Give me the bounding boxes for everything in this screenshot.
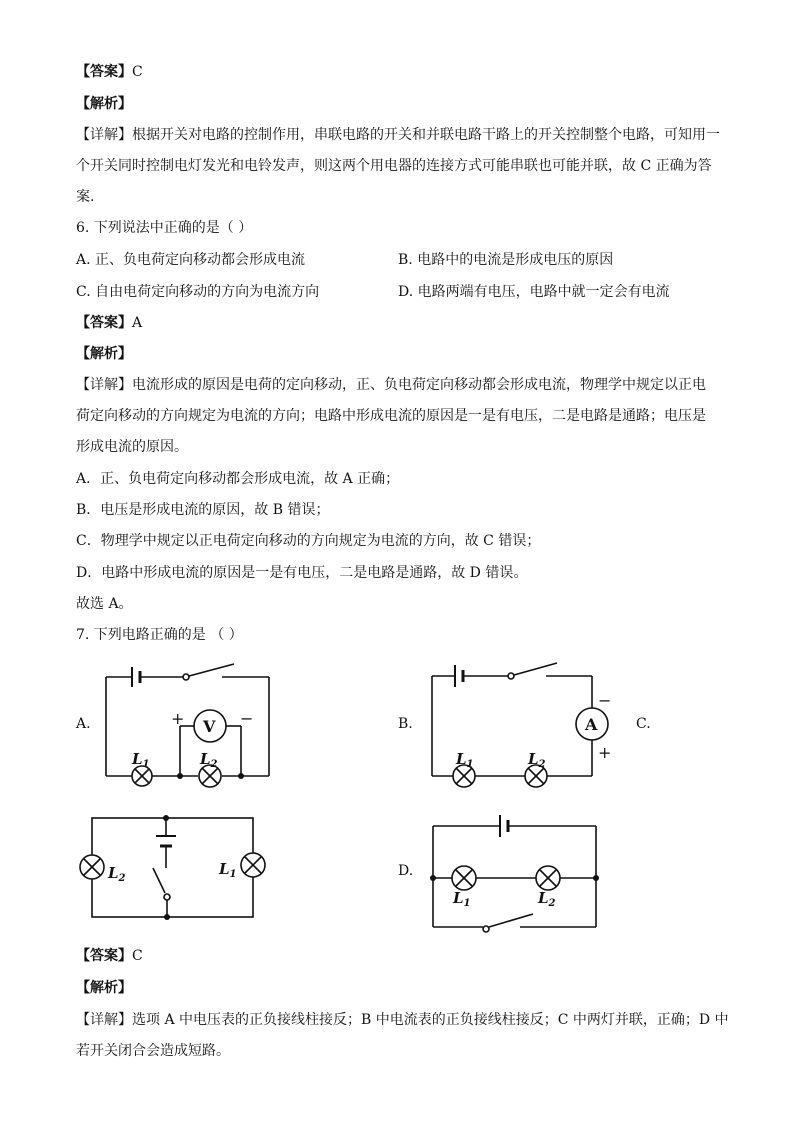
q6-conclusion: 故选 A。 xyxy=(76,596,133,612)
plus-sign: + xyxy=(171,709,185,728)
q7-label-b: B. xyxy=(398,716,413,732)
lamp-l1-label: $L_1$ xyxy=(219,860,237,880)
q6-stem: 6. 下列说法中正确的是（ ） xyxy=(76,220,253,236)
q7-detail-line1: 【详解】选项 A 中电压表的正负接线柱接反；B 中电流表的正负接线柱接反；C 中两灯并联，正确；D 中 xyxy=(76,1012,729,1028)
lamp-l2-label: $L_2$ xyxy=(200,750,218,770)
q6-option-c: C. 自由电荷定向移动的方向为电流方向 xyxy=(76,284,320,300)
minus-sign: − xyxy=(240,709,254,728)
plus-sign: + xyxy=(598,743,612,762)
q5-detail-line2: 个开关同时控制电灯发光和电铃发声，则这两个用电器的连接方式可能串联也可能并联，故 C 正确为答 xyxy=(76,158,712,174)
q6-explain-a: A．正、负电荷定向移动都会形成电流，故 A 正确； xyxy=(76,471,400,487)
q6-option-b: B. 电路中的电流是形成电压的原因 xyxy=(398,252,614,268)
q6-explain-d: D．电路中形成电流的原因是一是有电压，二是电路是通路，故 D 错误。 xyxy=(76,565,528,581)
lamp-l1-label: $L_1$ xyxy=(453,889,471,909)
answer-tag: 【答案】 xyxy=(76,315,132,331)
q6-explain-c: C．物理学中规定以正电荷定向移动的方向规定为电流的方向，故 C 错误； xyxy=(76,533,541,549)
q6-option-a: A. 正、负电荷定向移动都会形成电流 xyxy=(76,252,306,268)
lamp-l2-label: $L_2$ xyxy=(538,889,556,909)
q6-detail-line3: 形成电流的原因。 xyxy=(76,439,188,455)
q5-detail-line3: 案. xyxy=(76,189,95,205)
q7-detail-line2: 若开关闭合会造成短路。 xyxy=(76,1043,230,1059)
q6-analysis-heading: 【解析】 xyxy=(76,346,132,362)
lamp-l2-label: $L_2$ xyxy=(108,864,126,884)
minus-sign: − xyxy=(598,691,612,710)
q7-answer xyxy=(76,946,143,966)
q6-explain-b: B．电压是形成电流的原因，故 B 错误； xyxy=(76,502,330,518)
voltmeter-label: V xyxy=(203,717,216,736)
lamp-l1-label: $L_1$ xyxy=(456,750,474,770)
lamp-l2-label: $L_2$ xyxy=(528,750,546,770)
q6-detail-line1: 【详解】电流形成的原因是电荷的定向移动，正、负电荷定向移动都会形成电流，物理学中规定以正电 xyxy=(76,377,706,393)
answer-value: C xyxy=(132,948,143,964)
q7-label-c: C. xyxy=(636,716,651,732)
q6-option-d: D. 电路两端有电压，电路中就一定会有电流 xyxy=(398,284,670,300)
lamp-l1-label: $L_1$ xyxy=(132,750,150,770)
answer-value: C xyxy=(132,64,143,80)
q7-analysis-heading: 【解析】 xyxy=(76,980,132,996)
q7-label-d: D. xyxy=(398,863,414,879)
q5-detail-line1: 【详解】根据开关对电路的控制作用，串联电路的开关和并联电路干路上的开关控制整个电路，可知用一 xyxy=(76,127,720,143)
q7-label-a: A. xyxy=(76,716,91,732)
q7-stem: 7. 下列电路正确的是 （ ） xyxy=(76,627,243,643)
answer-tag: 【答案】 xyxy=(76,948,132,964)
ammeter-label: A xyxy=(585,715,598,734)
q6-detail-line2: 荷定向移动的方向规定为电流的方向；电路中形成电流的原因是一是有电压，二是电路是通路；电压是 xyxy=(76,408,706,424)
answer-value: A xyxy=(132,315,143,331)
q5-analysis-heading: 【解析】 xyxy=(76,96,132,112)
answer-tag: 【答案】 xyxy=(76,64,132,80)
